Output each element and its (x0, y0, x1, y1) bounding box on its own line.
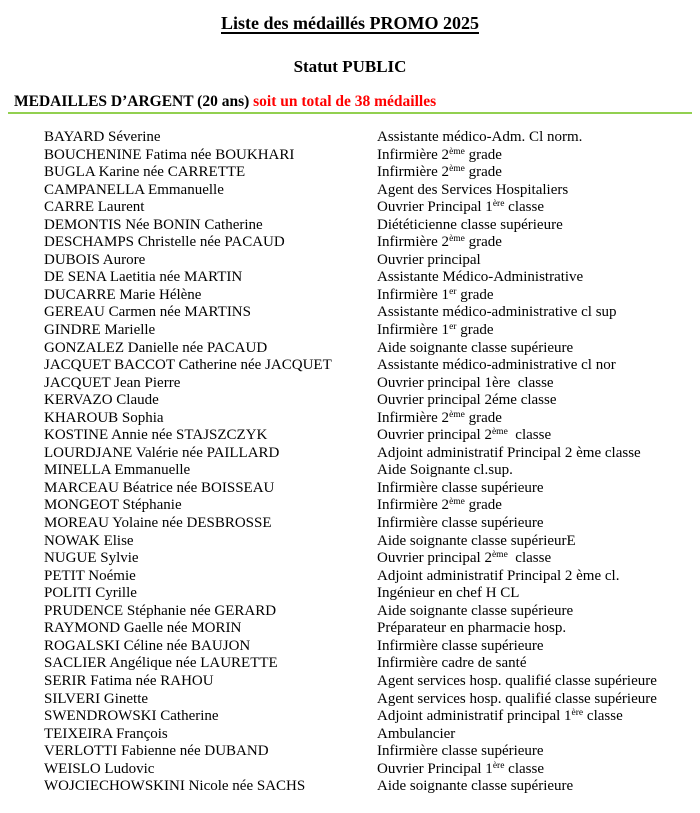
ordinal-superscript: ème (491, 427, 508, 438)
ordinal-superscript: er (449, 322, 457, 333)
recipient-function: Agent des Services Hospitaliers (377, 181, 569, 198)
recipient-name: CARRE Laurent (44, 199, 145, 216)
medal-row (44, 129, 700, 147)
recipient-function: Aide soignante classe supérieure (377, 778, 574, 795)
medal-row (44, 234, 700, 252)
medal-row (44, 287, 700, 305)
recipient-name: DUBOIS Aurore (44, 251, 146, 268)
medal-row (44, 655, 700, 673)
recipient-name: WOJCIECHOWSKINI Nicole née SACHS (44, 778, 306, 795)
recipient-function: Ouvrier Principal 1ère classe (377, 760, 544, 777)
recipient-function: Adjoint administratif Principal 2 ème classe (377, 444, 641, 461)
page-title-text: Liste des médaillés PROMO 2025 (221, 13, 479, 33)
recipient-function: Aide soignante classe supérieure (377, 339, 574, 356)
ordinal-superscript: ère (492, 199, 505, 210)
ordinal-superscript: ème (449, 164, 465, 175)
recipient-name: MINELLA Emmanuelle (44, 462, 191, 479)
medal-row (44, 375, 700, 393)
recipient-function: Infirmière 1er grade (377, 322, 494, 339)
medal-row (44, 462, 700, 480)
ordinal-superscript: ème (449, 234, 465, 245)
recipient-name: DUCARRE Marie Hélène (44, 286, 202, 303)
recipient-name: KOSTINE Annie née STAJSZCZYK (44, 427, 268, 444)
medal-row (44, 638, 700, 656)
medal-row (44, 761, 700, 779)
medal-row (44, 497, 700, 515)
recipient-function: Aide soignante classe supérieure (377, 602, 574, 619)
medal-row (44, 585, 700, 603)
medal-row (44, 620, 700, 638)
medal-row (44, 550, 700, 568)
medal-row (44, 726, 700, 744)
medal-row (44, 778, 700, 796)
recipient-function: Infirmière 1er grade (377, 286, 494, 303)
section-heading-red: soit un total de 38 médailles (253, 93, 437, 110)
medal-row (44, 515, 700, 533)
ordinal-superscript: er (449, 286, 457, 297)
medal-row (44, 445, 700, 463)
recipient-name: TEIXEIRA François (44, 725, 168, 742)
recipient-function: Préparateur en pharmacie hosp. (377, 620, 567, 637)
recipient-name: BAYARD Séverine (44, 129, 161, 145)
recipient-name: SWENDROWSKI Catherine (44, 708, 219, 725)
recipient-name: MOREAU Yolaine née DESBROSSE (44, 515, 272, 532)
recipient-function: Infirmière 2ème grade (377, 497, 502, 514)
medal-row (44, 708, 700, 726)
medal-row (44, 217, 700, 235)
recipient-function: Infirmière classe supérieure (377, 637, 544, 654)
recipient-name: LOURDJANE Valérie née PAILLARD (44, 444, 280, 461)
medal-row (44, 322, 700, 340)
page-title (0, 12, 700, 34)
medal-row (44, 480, 700, 498)
medal-row (44, 147, 700, 165)
recipient-function: Ouvrier principal 2ème classe (377, 427, 552, 444)
recipient-name: VERLOTTI Fabienne née DUBAND (44, 743, 269, 760)
medal-row (44, 304, 700, 322)
recipient-function: Adjoint administratif principal 1ère classe (377, 708, 623, 725)
medal-row (44, 269, 700, 287)
recipient-function: Infirmière classe supérieure (377, 743, 544, 760)
recipient-name: PRUDENCE Stéphanie née GERARD (44, 602, 277, 619)
recipient-function: Assistante Médico-Administrative (377, 269, 584, 286)
recipient-name: RAYMOND Gaelle née MORIN (44, 620, 242, 637)
recipient-function: Adjoint administratif Principal 2 ème cl. (377, 567, 620, 584)
recipient-function: Ambulancier (377, 725, 456, 742)
medal-row (44, 357, 700, 375)
recipient-function: Infirmière 2ème grade (377, 164, 502, 181)
recipient-name: JACQUET BACCOT Catherine née JACQUET (44, 357, 332, 374)
recipient-name: SILVERI Ginette (44, 690, 149, 707)
recipient-name: BUGLA Karine née CARRETTE (44, 164, 246, 181)
medal-row (44, 182, 700, 200)
recipient-function: Ouvrier principal (377, 251, 481, 268)
recipient-name: MONGEOT Stéphanie (44, 497, 182, 514)
section-rule (8, 112, 692, 114)
medal-row (44, 568, 700, 586)
recipient-function: Infirmière classe supérieure (377, 479, 544, 496)
medal-row (44, 691, 700, 709)
ordinal-superscript: ème (449, 146, 465, 157)
recipient-function: Ouvrier principal 1ère classe (377, 374, 554, 391)
recipient-function: Aide soignante classe supérieurE (377, 532, 576, 549)
medal-row (44, 533, 700, 551)
recipient-function: Assistante médico-Adm. Cl norm. (377, 129, 583, 145)
recipient-name: PETIT Noémie (44, 567, 136, 584)
recipient-function: Assistante médico-administrative cl sup (377, 304, 617, 321)
recipient-name: DESCHAMPS Christelle née PACAUD (44, 234, 285, 251)
recipient-name: GEREAU Carmen née MARTINS (44, 304, 251, 321)
recipient-function: Agent services hosp. qualifié classe supérieure (377, 690, 657, 707)
recipient-name: SERIR Fatima née RAHOU (44, 672, 214, 689)
medal-row (44, 252, 700, 270)
recipient-name: JACQUET Jean Pierre (44, 374, 181, 391)
section-heading (14, 93, 700, 110)
recipient-function: Infirmière cadre de santé (377, 655, 527, 672)
recipient-function: Agent services hosp. qualifié classe supérieure (377, 672, 657, 689)
recipient-name: DEMONTIS Née BONIN Catherine (44, 216, 263, 233)
page-subtitle: Statut PUBLIC (293, 57, 407, 76)
medal-row (44, 410, 700, 428)
ordinal-superscript: ère (492, 760, 505, 771)
recipient-name: KERVAZO Claude (44, 392, 159, 409)
ordinal-superscript: ème (449, 497, 465, 508)
recipient-function: Infirmière 2ème grade (377, 146, 502, 163)
medal-row (44, 164, 700, 182)
recipient-name: NUGUE Sylvie (44, 550, 139, 567)
recipient-name: ROGALSKI Céline née BAUJON (44, 637, 251, 654)
recipient-function: Ingénieur en chef H CL (377, 585, 520, 602)
medal-row (44, 743, 700, 761)
recipient-function: Infirmière classe supérieure (377, 515, 544, 532)
medal-row (44, 673, 700, 691)
recipient-name: POLITI Cyrille (44, 585, 137, 602)
recipient-function: Infirmière 2ème grade (377, 234, 502, 251)
medal-row (44, 392, 700, 410)
recipient-function: Ouvrier principal 2ème classe (377, 550, 552, 567)
recipient-name: MARCEAU Béatrice née BOISSEAU (44, 479, 275, 496)
recipient-name: DE SENA Laetitia née MARTIN (44, 269, 243, 286)
medal-row (44, 427, 700, 445)
recipient-function: Aide Soignante cl.sup. (377, 462, 513, 479)
recipient-name: CAMPANELLA Emmanuelle (44, 181, 224, 198)
recipient-function: Infirmière 2ème grade (377, 409, 502, 426)
recipient-name: NOWAK Elise (44, 532, 134, 549)
recipient-function: Ouvrier principal 2éme classe (377, 392, 557, 409)
recipient-function: Ouvrier Principal 1ère classe (377, 199, 544, 216)
recipient-name: BOUCHENINE Fatima née BOUKHARI (44, 146, 295, 163)
medal-row (44, 340, 700, 358)
recipient-name: SACLIER Angélique née LAURETTE (44, 655, 278, 672)
section-heading-black: MEDAILLES D’ARGENT (20 ans) (14, 93, 254, 110)
medal-list (44, 129, 700, 796)
ordinal-superscript: ère (571, 708, 584, 719)
medal-row (44, 603, 700, 621)
recipient-function: Assistante médico-administrative cl nor (377, 357, 616, 374)
recipient-function: Diététicienne classe supérieure (377, 216, 563, 233)
ordinal-superscript: ème (449, 409, 465, 420)
recipient-name: KHAROUB Sophia (44, 409, 164, 426)
recipient-name: WEISLO Ludovic (44, 760, 155, 777)
recipient-name: GONZALEZ Danielle née PACAUD (44, 339, 268, 356)
ordinal-superscript: ème (491, 550, 508, 561)
medal-row (44, 199, 700, 217)
recipient-name: GINDRE Marielle (44, 322, 156, 339)
